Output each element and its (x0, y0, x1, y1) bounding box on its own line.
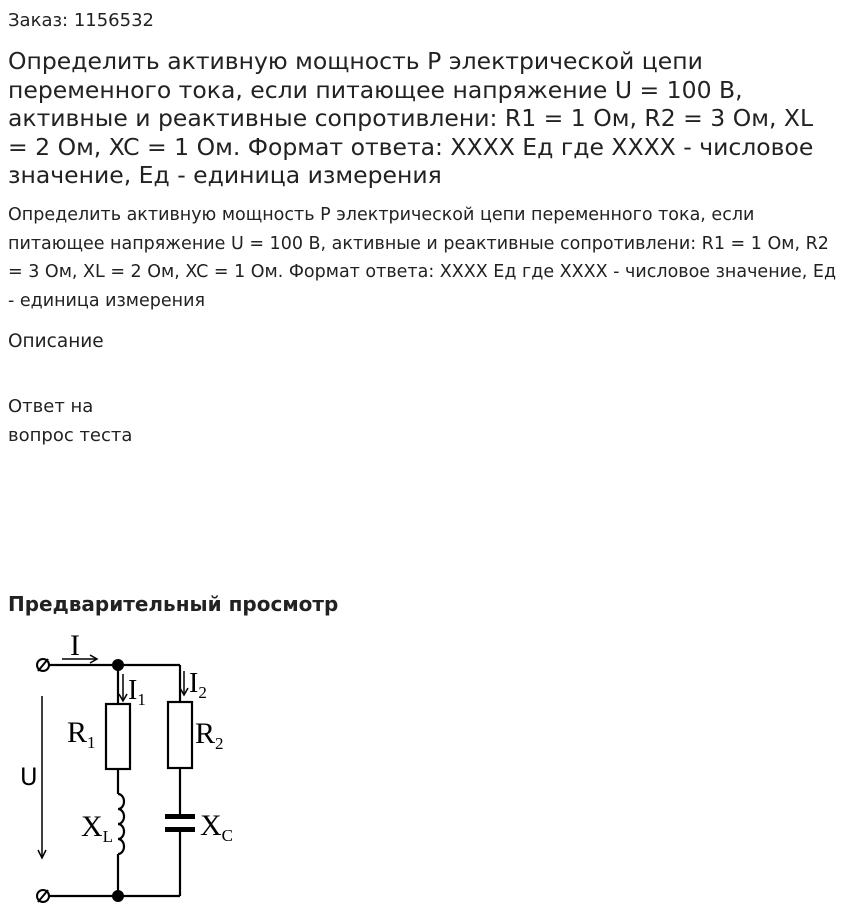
preview-heading: Предварительный просмотр (8, 592, 339, 616)
order-number: Заказ: 1156532 (8, 10, 154, 31)
voltage-arrow (38, 696, 46, 858)
current-1-label: $I_1$ (128, 675, 146, 709)
xc-capacitor-plate-top (165, 814, 195, 819)
current-2-arrow (180, 671, 188, 695)
answer-label: Ответ на вопрос теста (8, 396, 133, 446)
xl-label: $X_L$ (81, 810, 114, 846)
xc-label: $X_C$ (200, 809, 234, 845)
circuit-diagram (20, 624, 260, 914)
voltage-label: U (20, 763, 38, 791)
terminal-bottom (37, 890, 49, 902)
r2-label: $R_2$ (195, 717, 224, 753)
current-2-label: $I_2$ (189, 668, 207, 702)
description-label: Описание (8, 331, 104, 352)
r1-resistor (106, 704, 130, 769)
xc-capacitor-plate-bottom (165, 827, 195, 832)
xl-inductor (118, 794, 124, 854)
current-total-label: I (70, 629, 80, 662)
r2-resistor (168, 702, 192, 768)
node-bottom (112, 890, 124, 902)
r1-label: $R_1$ (67, 716, 96, 752)
task-body: Определить активную мощность P электрической цепи переменного тока, если питающее напряжение U = 100 В, активные и реактивные сопротивлени: R1 = 1 Ом, R2 = 3 Ом, XL = 2 Ом, XC = 1 Ом. Формат ответа: XXXX Ед где XXXX - числовое значение, Ед - единица измерения (8, 205, 837, 311)
current-1-arrow (119, 674, 127, 701)
node-top (112, 659, 124, 671)
task-title: Определить активную мощность P электрической цепи переменного тока, если питающее напряжение U = 100 В, активные и реактивные сопротивлени: R1 = 1 Ом, R2 = 3 Ом, XL = 2 Ом, XC = 1 Ом. Формат ответа: XXXX Ед где XXXX - числовое значение, Ед - единица измерения (8, 47, 814, 189)
terminal-top (37, 659, 49, 671)
